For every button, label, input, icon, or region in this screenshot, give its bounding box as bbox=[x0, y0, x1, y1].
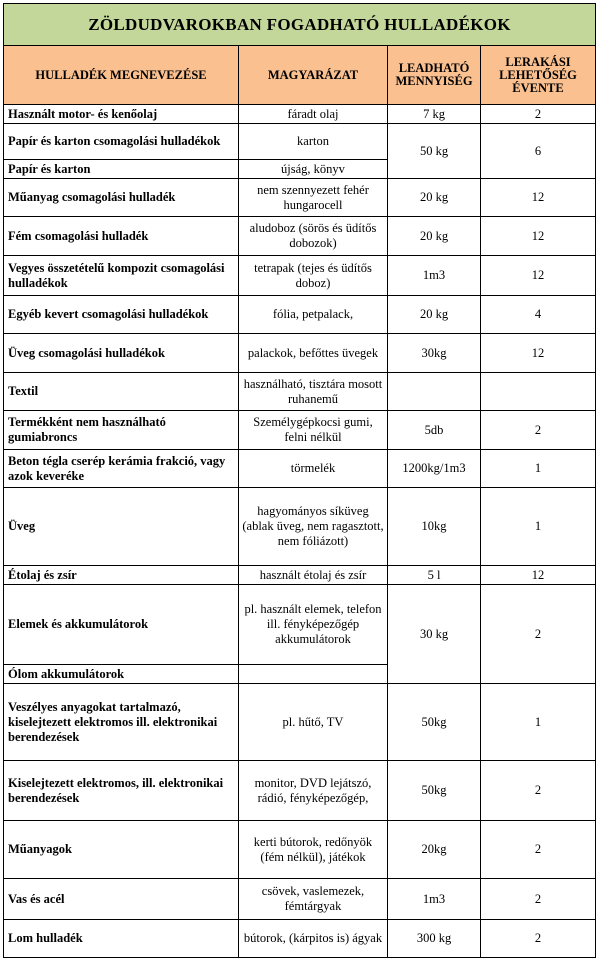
row-description: pl. hűtő, TV bbox=[239, 684, 388, 761]
row-description: kerti bútorok, redőnyök (fém nélkül), játékok bbox=[239, 821, 388, 879]
row-quantity: 20kg bbox=[388, 821, 481, 879]
row-name: Ólom akkumulátorok bbox=[4, 665, 239, 684]
row-description: törmelék bbox=[239, 450, 388, 488]
row-description bbox=[239, 665, 388, 684]
row-description: karton bbox=[239, 124, 388, 160]
row-quantity: 20 kg bbox=[388, 296, 481, 334]
row-description: tetrapak (tejes és üdítős doboz) bbox=[239, 256, 388, 296]
table-row bbox=[4, 920, 596, 958]
row-name: Beton tégla cserép kerámia frakció, vagy azok keveréke bbox=[4, 450, 239, 488]
row-description: újság, könyv bbox=[239, 160, 388, 179]
row-quantity: 7 kg bbox=[388, 105, 481, 124]
row-description: bútorok, (kárpitos is) ágyak bbox=[239, 920, 388, 958]
row-quantity: 1m3 bbox=[388, 879, 481, 920]
row-quantity: 50kg bbox=[388, 684, 481, 761]
table-row bbox=[4, 585, 596, 665]
header-quantity: LEADHATÓ MENNYISÉG bbox=[388, 46, 481, 105]
row-frequency: 1 bbox=[481, 450, 596, 488]
row-frequency: 12 bbox=[481, 566, 596, 585]
row-description: fólia, petpalack, bbox=[239, 296, 388, 334]
row-name: Termékként nem használható gumiabroncs bbox=[4, 411, 239, 450]
row-name: Használt motor- és kenőolaj bbox=[4, 105, 239, 124]
row-description: palackok, befőttes üvegek bbox=[239, 334, 388, 373]
row-frequency: 12 bbox=[481, 179, 596, 217]
table-row bbox=[4, 411, 596, 450]
row-quantity bbox=[388, 373, 481, 411]
row-frequency: 12 bbox=[481, 256, 596, 296]
row-frequency: 2 bbox=[481, 411, 596, 450]
header-name: HULLADÉK MEGNEVEZÉSE bbox=[4, 46, 239, 105]
header-description: MAGYARÁZAT bbox=[239, 46, 388, 105]
row-frequency: 1 bbox=[481, 684, 596, 761]
row-quantity: 30 kg bbox=[388, 585, 481, 684]
row-quantity: 20 kg bbox=[388, 179, 481, 217]
header-frequency: LERAKÁSI LEHETŐSÉG ÉVENTE bbox=[481, 46, 596, 105]
row-frequency: 1 bbox=[481, 488, 596, 566]
row-frequency: 12 bbox=[481, 217, 596, 256]
row-frequency: 2 bbox=[481, 821, 596, 879]
table-row bbox=[4, 566, 596, 585]
row-frequency: 6 bbox=[481, 124, 596, 179]
row-name: Papír és karton bbox=[4, 160, 239, 179]
table-row bbox=[4, 105, 596, 124]
row-frequency: 4 bbox=[481, 296, 596, 334]
row-quantity: 50 kg bbox=[388, 124, 481, 179]
row-frequency: 2 bbox=[481, 920, 596, 958]
row-name: Vas és acél bbox=[4, 879, 239, 920]
row-quantity: 20 kg bbox=[388, 217, 481, 256]
table-row bbox=[4, 124, 596, 160]
row-name: Étolaj és zsír bbox=[4, 566, 239, 585]
row-description: hagyományos síküveg (ablak üveg, nem ragasztott, nem fóliázott) bbox=[239, 488, 388, 566]
table-row bbox=[4, 684, 596, 761]
table-row bbox=[4, 373, 596, 411]
table-row bbox=[4, 488, 596, 566]
row-quantity: 30kg bbox=[388, 334, 481, 373]
row-name: Egyéb kevert csomagolási hulladékok bbox=[4, 296, 239, 334]
row-name: Kiselejtezett elektromos, ill. elektronikai berendezések bbox=[4, 761, 239, 821]
row-description: monitor, DVD lejátszó, rádió, fényképezőgép, bbox=[239, 761, 388, 821]
table-row bbox=[4, 179, 596, 217]
waste-table-container bbox=[3, 3, 595, 958]
row-name: Műanyagok bbox=[4, 821, 239, 879]
row-quantity: 10kg bbox=[388, 488, 481, 566]
row-name: Veszélyes anyagokat tartalmazó, kiselejtezett elektromos ill. elektronikai berendezések bbox=[4, 684, 239, 761]
table-row bbox=[4, 821, 596, 879]
row-description: fáradt olaj bbox=[239, 105, 388, 124]
row-description: Személygépkocsi gumi, felni nélkül bbox=[239, 411, 388, 450]
row-name: Papír és karton csomagolási hulladékok bbox=[4, 124, 239, 160]
row-frequency: 2 bbox=[481, 105, 596, 124]
waste-table bbox=[3, 3, 596, 958]
row-quantity: 50kg bbox=[388, 761, 481, 821]
row-frequency: 2 bbox=[481, 761, 596, 821]
table-row bbox=[4, 450, 596, 488]
table-row bbox=[4, 217, 596, 256]
row-quantity: 1200kg/1m3 bbox=[388, 450, 481, 488]
row-description: aludoboz (sörös és üdítős dobozok) bbox=[239, 217, 388, 256]
table-row bbox=[4, 256, 596, 296]
table-row bbox=[4, 296, 596, 334]
row-quantity: 300 kg bbox=[388, 920, 481, 958]
row-name: Lom hulladék bbox=[4, 920, 239, 958]
row-name: Vegyes összetételű kompozit csomagolási hulladékok bbox=[4, 256, 239, 296]
row-name: Üveg csomagolási hulladékok bbox=[4, 334, 239, 373]
row-description: csövek, vaslemezek, fémtárgyak bbox=[239, 879, 388, 920]
row-frequency bbox=[481, 373, 596, 411]
row-name: Elemek és akkumulátorok bbox=[4, 585, 239, 665]
row-quantity: 5 l bbox=[388, 566, 481, 585]
row-quantity: 1m3 bbox=[388, 256, 481, 296]
row-description: nem szennyezett fehér hungarocell bbox=[239, 179, 388, 217]
row-frequency: 2 bbox=[481, 585, 596, 684]
row-frequency: 12 bbox=[481, 334, 596, 373]
row-name: Műanyag csomagolási hulladék bbox=[4, 179, 239, 217]
row-quantity: 5db bbox=[388, 411, 481, 450]
table-row bbox=[4, 879, 596, 920]
row-name: Fém csomagolási hulladék bbox=[4, 217, 239, 256]
row-description: használható, tisztára mosott ruhanemű bbox=[239, 373, 388, 411]
table-title: ZÖLDUDVAROKBAN FOGADHATÓ HULLADÉKOK bbox=[4, 4, 596, 46]
table-row bbox=[4, 761, 596, 821]
row-description: használt étolaj és zsír bbox=[239, 566, 388, 585]
row-name: Üveg bbox=[4, 488, 239, 566]
table-row bbox=[4, 334, 596, 373]
row-description: pl. használt elemek, telefon ill. fényképezőgép akkumulátorok bbox=[239, 585, 388, 665]
row-name: Textil bbox=[4, 373, 239, 411]
row-frequency: 2 bbox=[481, 879, 596, 920]
